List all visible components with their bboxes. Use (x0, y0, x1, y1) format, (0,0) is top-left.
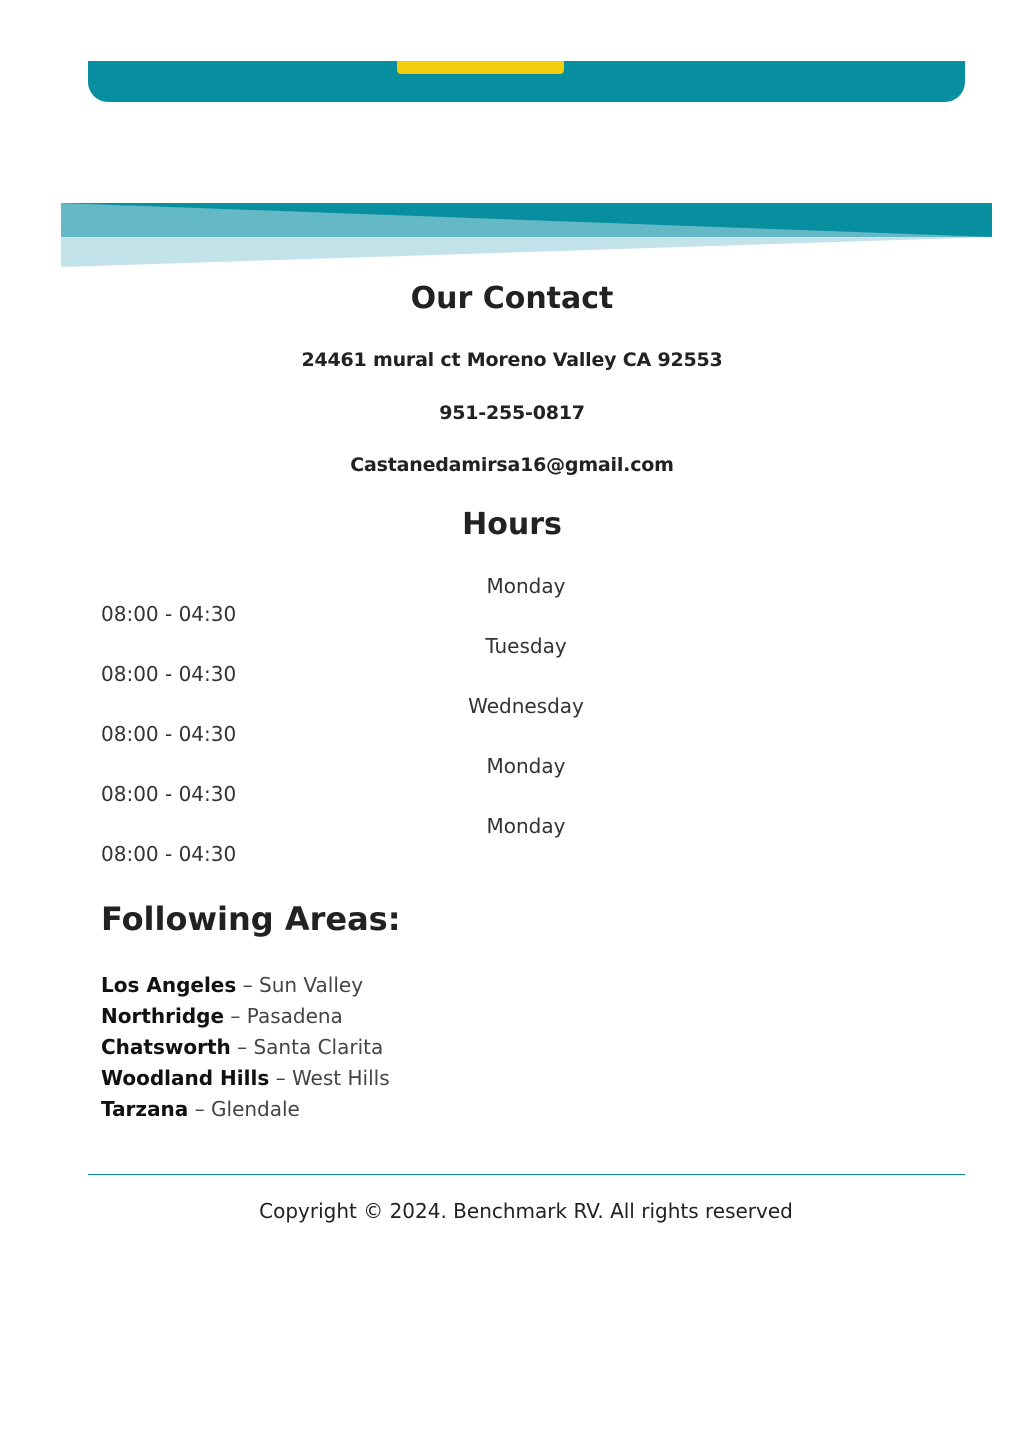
contact-email[interactable]: Castanedamirsa16@gmail.com (350, 454, 674, 476)
hours-day: Monday (486, 754, 566, 778)
area-secondary: Pasadena (246, 1004, 343, 1028)
area-separator: – (230, 1004, 241, 1028)
areas-title: Following Areas: (101, 900, 401, 938)
area-secondary: West Hills (291, 1066, 390, 1090)
footer-copyright: Copyright © 2024. Benchmark RV. All rights reserved (259, 1199, 793, 1223)
area-primary: Tarzana (101, 1097, 189, 1121)
hours-row (0, 814, 1024, 874)
hours-time: 08:00 - 04:30 (101, 722, 237, 746)
hours-list (0, 574, 1024, 874)
areas-list (101, 970, 390, 1125)
contact-title: Our Contact (410, 281, 614, 316)
area-row (101, 1094, 390, 1125)
hours-time: 08:00 - 04:30 (101, 662, 237, 686)
hours-time: 08:00 - 04:30 (101, 602, 237, 626)
hours-day: Monday (486, 574, 566, 598)
hours-day: Tuesday (485, 634, 567, 658)
hours-row (0, 634, 1024, 694)
area-row (101, 1001, 390, 1032)
area-secondary: Sun Valley (259, 973, 364, 997)
area-primary: Northridge (101, 1004, 225, 1028)
area-secondary: Santa Clarita (253, 1035, 384, 1059)
area-secondary: Glendale (211, 1097, 300, 1121)
area-row (101, 1063, 390, 1094)
area-separator: – (237, 1035, 248, 1059)
contact-phone[interactable]: 951-255-0817 (439, 402, 585, 424)
footer-divider (88, 1174, 965, 1175)
area-separator: – (194, 1097, 205, 1121)
area-primary: Los Angeles (101, 973, 237, 997)
hours-time: 08:00 - 04:30 (101, 842, 237, 866)
hours-day: Wednesday (468, 694, 584, 718)
banner-accent-tab (397, 61, 564, 74)
section-wave-divider (61, 203, 992, 267)
area-separator: – (242, 973, 253, 997)
area-primary: Chatsworth (101, 1035, 231, 1059)
hours-row (0, 574, 1024, 634)
hours-title: Hours (462, 507, 562, 542)
contact-address: 24461 mural ct Moreno Valley CA 92553 (301, 349, 723, 371)
area-row (101, 1032, 390, 1063)
hours-row (0, 754, 1024, 814)
hours-row (0, 694, 1024, 754)
area-primary: Woodland Hills (101, 1066, 270, 1090)
area-separator: – (275, 1066, 286, 1090)
hours-day: Monday (486, 814, 566, 838)
area-row (101, 970, 390, 1001)
hours-time: 08:00 - 04:30 (101, 782, 237, 806)
